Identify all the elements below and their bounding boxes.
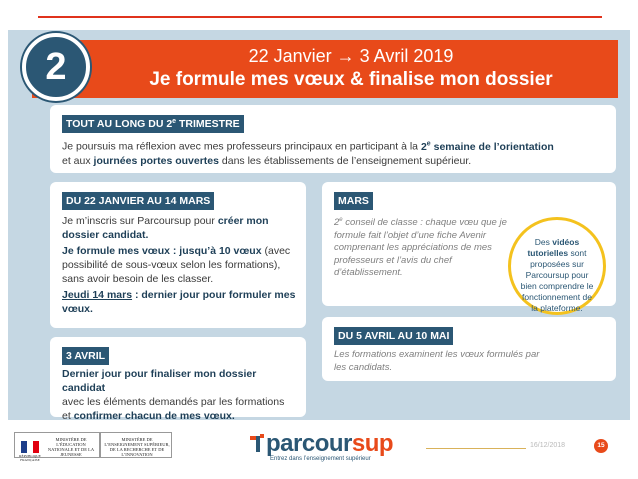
banner-title: Je formule mes vœux & finalise mon dossier (149, 69, 553, 90)
april-3-tag: 3 AVRIL (62, 347, 109, 365)
french-flag-icon (21, 441, 39, 453)
page-number-badge: 15 (594, 439, 608, 453)
footer-date: 16/12/2018 (530, 442, 566, 449)
footer-divider (426, 448, 526, 449)
april-5-tag: DU 5 AVRIL AU 10 MAI (334, 327, 453, 345)
april-3-panel (50, 337, 306, 420)
january-march-panel (50, 182, 306, 328)
trimester-text: Je poursuis ma réflexion avec mes professeurs principaux en participant à la 2e semaine de l’orientation et aux journées portes ouvertes dans les établissements de l’enseignement supérieur. (62, 140, 554, 167)
trimester-panel (50, 105, 616, 173)
slide (8, 30, 630, 420)
january-march-tag: DU 22 JANVIER AU 14 MARS (62, 192, 214, 210)
top-divider (38, 16, 602, 18)
january-march-text: Je m’inscris sur Parcoursup pour créer mon dossier candidat. Je formule mes vœux : jusqu’à 10 vœux (avec possibilité de sous-vœux selon les formations), sans avoir besoin de les classer. Jeudi 14 mars : dernier jour pour formuler mes vœux. (62, 215, 296, 315)
footer (8, 428, 630, 468)
april-5-panel (322, 317, 616, 381)
tutorial-videos-bubble (508, 217, 606, 315)
header-banner (32, 40, 618, 98)
trimester-tag: TOUT AU LONG DU 2e TRIMESTRE (62, 115, 244, 133)
parcoursup-logo-icon (248, 432, 266, 454)
ministry-education-logo: RÉPUBLIQUE FRANÇAISE MINISTÈRE DE L’ÉDUCATION NATIONALE ET DE LA JEUNESSE (14, 432, 100, 458)
april-3-text: Dernier jour pour finaliser mon dossier candidat avec les éléments demandés par les formations et confirmer chacun de mes vœux. (62, 368, 285, 420)
banner-dates: 22 Janvier → 3 Avril 2019 (248, 46, 454, 66)
parcoursup-tagline: Entrez dans l’enseignement supérieur (270, 456, 371, 462)
ministry-higher-education-logo: MINISTÈRE DE L’ENSEIGNEMENT SUPÉRIEUR, DE LA RECHERCHE ET DE L’INNOVATION (100, 432, 172, 458)
march-tag: MARS (334, 192, 373, 210)
march-text: 2e conseil de classe : chaque vœu que je formule fait l’objet d’une fiche Avenir comprenant les appréciations de mes professeurs et l’avis du chef d’établissement. (334, 217, 507, 279)
april-5-text: Les formations examinent les vœux formulés par les candidats. (334, 349, 540, 373)
parcoursup-logo-text: parcoursup (266, 430, 394, 457)
tutorial-videos-text: Des vidéos tutorielles sont proposées sur Parcoursup pour bien comprendre le fonctionnement de la plateforme. (520, 237, 594, 313)
step-number-badge: 2 (22, 33, 90, 101)
